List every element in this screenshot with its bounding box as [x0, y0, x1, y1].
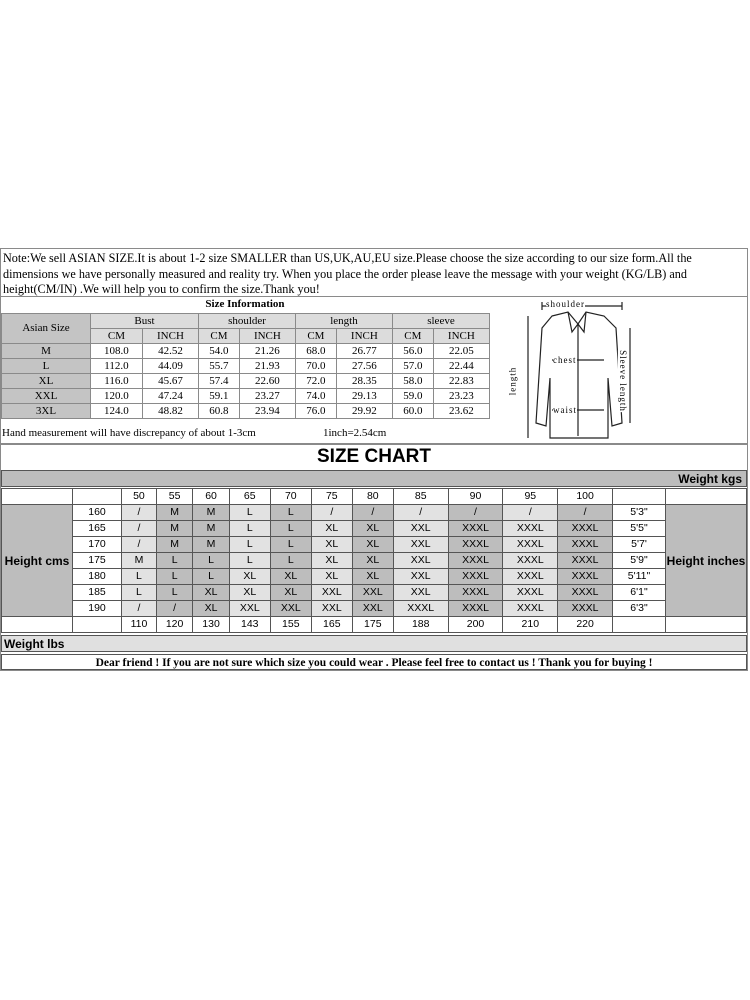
lb-value: 130 — [193, 617, 229, 633]
blank-cell — [73, 617, 122, 633]
blank-cell — [666, 617, 747, 633]
size-value: 57.0 — [392, 359, 433, 374]
table-row — [2, 553, 747, 569]
table-row — [2, 344, 490, 359]
size-cell: XXXL — [558, 601, 613, 617]
group-header: length — [295, 314, 392, 329]
height-inch-value: 5'5" — [613, 521, 666, 537]
table-row — [2, 537, 747, 553]
size-cell: XL — [352, 521, 393, 537]
size-cell: XXXL — [448, 553, 503, 569]
size-cell: XXL — [229, 601, 270, 617]
size-value: 124.0 — [91, 404, 143, 419]
size-cell: XXXL — [558, 521, 613, 537]
size-cell: XXL — [393, 553, 448, 569]
size-cell: XXL — [311, 601, 352, 617]
size-value: 76.0 — [295, 404, 336, 419]
size-cell: XXXL — [558, 569, 613, 585]
size-label: XXL — [2, 389, 91, 404]
blank-cell — [2, 489, 73, 505]
size-value: 58.0 — [392, 374, 433, 389]
size-cell: XL — [311, 553, 352, 569]
size-cell: L — [122, 585, 157, 601]
size-cell: XL — [193, 585, 229, 601]
size-cell: M — [156, 521, 192, 537]
size-value: 57.4 — [199, 374, 240, 389]
height-cm-value: 160 — [73, 505, 122, 521]
size-cell: L — [270, 521, 311, 537]
size-value: 44.09 — [142, 359, 198, 374]
diagram-chest-label: chest — [553, 355, 577, 365]
size-cell: L — [270, 537, 311, 553]
size-cell: / — [122, 521, 157, 537]
weight-kgs-label: Weight kgs — [678, 472, 742, 486]
size-cell: L — [122, 569, 157, 585]
table-row — [2, 505, 747, 521]
size-cell: XL — [352, 569, 393, 585]
size-cell: / — [122, 601, 157, 617]
size-value: 29.13 — [336, 389, 392, 404]
size-cell: M — [156, 537, 192, 553]
table-row — [2, 585, 747, 601]
size-cell: / — [122, 537, 157, 553]
size-cell: / — [393, 505, 448, 521]
size-label: L — [2, 359, 91, 374]
size-value: 29.92 — [336, 404, 392, 419]
size-cell: L — [156, 553, 192, 569]
lb-value: 200 — [448, 617, 503, 633]
size-cell: / — [503, 505, 558, 521]
unit-header: CM — [199, 329, 240, 344]
kg-value: 80 — [352, 489, 393, 505]
size-value: 26.77 — [336, 344, 392, 359]
weight-lbs-bar — [1, 635, 747, 652]
height-cm-value: 185 — [73, 585, 122, 601]
lb-value: 143 — [229, 617, 270, 633]
size-cell: XXXL — [503, 521, 558, 537]
size-value: 23.27 — [239, 389, 295, 404]
size-cell: XL — [311, 521, 352, 537]
size-cell: XL — [311, 537, 352, 553]
blank-cell — [73, 489, 122, 505]
inch-conversion-note: 1inch=2.54cm — [323, 427, 387, 439]
size-value: 56.0 — [392, 344, 433, 359]
size-cell: XXXL — [503, 601, 558, 617]
size-cell: XL — [229, 585, 270, 601]
size-cell: M — [122, 553, 157, 569]
size-cell: XXXL — [448, 521, 503, 537]
size-cell: XXL — [352, 585, 393, 601]
size-value: 22.83 — [433, 374, 489, 389]
size-cell: / — [352, 505, 393, 521]
size-value: 72.0 — [295, 374, 336, 389]
size-value: 22.60 — [239, 374, 295, 389]
size-cell: L — [229, 537, 270, 553]
size-cell: L — [156, 585, 192, 601]
lb-value: 155 — [270, 617, 311, 633]
unit-header: CM — [392, 329, 433, 344]
table-row — [2, 359, 490, 374]
diagram-sleeve-length-label: Sleeve length — [617, 350, 628, 412]
height-cm-value: 180 — [73, 569, 122, 585]
height-inch-value: 5'7' — [613, 537, 666, 553]
kg-value: 90 — [448, 489, 503, 505]
size-cell: XXXL — [448, 601, 503, 617]
unit-header: CM — [295, 329, 336, 344]
size-cell: L — [229, 521, 270, 537]
size-cell: XXL — [393, 537, 448, 553]
unit-header: INCH — [336, 329, 392, 344]
table-row — [2, 569, 747, 585]
size-cell: XXL — [393, 569, 448, 585]
size-cell: XL — [352, 537, 393, 553]
size-cell: M — [156, 505, 192, 521]
size-cell: XXL — [311, 585, 352, 601]
size-value: 60.8 — [199, 404, 240, 419]
size-cell: / — [311, 505, 352, 521]
size-cell: XL — [311, 569, 352, 585]
measurement-footnote: Hand measurement will have discrepancy of about 1-3cm — [2, 427, 256, 439]
size-value: 120.0 — [91, 389, 143, 404]
size-chart-table — [1, 488, 747, 633]
size-cell: L — [193, 569, 229, 585]
unit-header: INCH — [433, 329, 489, 344]
size-chart-title: SIZE CHART — [317, 446, 431, 467]
size-cell: M — [193, 537, 229, 553]
weight-lbs-label: Weight lbs — [4, 637, 65, 651]
size-cell: XL — [193, 601, 229, 617]
size-cell: XXL — [393, 521, 448, 537]
size-value: 42.52 — [142, 344, 198, 359]
size-cell: XXXL — [393, 601, 448, 617]
size-value: 45.67 — [142, 374, 198, 389]
size-value: 112.0 — [91, 359, 143, 374]
kg-value: 65 — [229, 489, 270, 505]
size-cell: XL — [229, 569, 270, 585]
size-cell: XXL — [393, 585, 448, 601]
note-text: Note:We sell ASIAN SIZE.It is about 1-2 size SMALLER than US,UK,AU,EU size.Please choose the size according to our size form.All the dimensions we have personally measured and reality try. When you place the order please leave the message with your weight (KG/LB) and height(CM/IN) .We will help you to confirm the size.Thank you! — [0, 248, 748, 297]
kg-value: 55 — [156, 489, 192, 505]
size-label: 3XL — [2, 404, 91, 419]
size-value: 60.0 — [392, 404, 433, 419]
size-value: 68.0 — [295, 344, 336, 359]
size-cell: / — [558, 505, 613, 521]
size-value: 48.82 — [142, 404, 198, 419]
lb-value: 110 — [122, 617, 157, 633]
size-label: XL — [2, 374, 91, 389]
size-cell: XXXL — [558, 585, 613, 601]
size-cell: L — [156, 569, 192, 585]
size-value: 21.93 — [239, 359, 295, 374]
size-value: 74.0 — [295, 389, 336, 404]
table-row — [2, 374, 490, 389]
blank-cell — [666, 489, 747, 505]
kg-value: 50 — [122, 489, 157, 505]
size-cell: XXXL — [558, 537, 613, 553]
size-cell: / — [122, 505, 157, 521]
size-value: 22.05 — [433, 344, 489, 359]
group-header: shoulder — [199, 314, 296, 329]
asian-size-header: Asian Size — [2, 314, 91, 344]
kg-value: 70 — [270, 489, 311, 505]
group-header: sleeve — [392, 314, 489, 329]
size-value: 59.1 — [199, 389, 240, 404]
size-cell: XXXL — [558, 553, 613, 569]
height-inch-value: 6'1" — [613, 585, 666, 601]
weight-kgs-bar — [1, 470, 747, 487]
blank-cell — [613, 489, 666, 505]
size-cell: / — [448, 505, 503, 521]
diagram-waist-label: waist — [553, 405, 577, 415]
table-row — [2, 601, 747, 617]
size-information-table — [1, 313, 490, 419]
unit-header: CM — [91, 329, 143, 344]
size-cell: / — [156, 601, 192, 617]
diagram-shoulder-label: shoulder — [546, 299, 585, 309]
blank-cell — [613, 617, 666, 633]
size-cell: XXL — [352, 601, 393, 617]
size-cell: L — [270, 553, 311, 569]
height-inch-value: 5'9" — [613, 553, 666, 569]
kg-value: 95 — [503, 489, 558, 505]
kg-value: 60 — [193, 489, 229, 505]
size-value: 55.7 — [199, 359, 240, 374]
size-cell: XL — [270, 569, 311, 585]
size-value: 47.24 — [142, 389, 198, 404]
size-information-title: Size Information — [205, 298, 285, 310]
size-cell: M — [193, 521, 229, 537]
size-cell: M — [193, 505, 229, 521]
group-header: Bust — [91, 314, 199, 329]
size-value: 21.26 — [239, 344, 295, 359]
size-cell: L — [193, 553, 229, 569]
size-cell: XL — [270, 585, 311, 601]
size-cell: XXXL — [448, 537, 503, 553]
lb-value: 188 — [393, 617, 448, 633]
height-cms-label: Height cms — [2, 505, 73, 617]
size-value: 27.56 — [336, 359, 392, 374]
size-cell: L — [270, 505, 311, 521]
lb-value: 175 — [352, 617, 393, 633]
height-cm-value: 165 — [73, 521, 122, 537]
size-cell: XXXL — [503, 585, 558, 601]
table-row — [2, 404, 490, 419]
size-value: 70.0 — [295, 359, 336, 374]
height-inches-label: Height inches — [666, 505, 747, 617]
size-cell: XL — [352, 553, 393, 569]
height-inch-value: 5'3" — [613, 505, 666, 521]
size-value: 28.35 — [336, 374, 392, 389]
blank-cell — [2, 617, 73, 633]
size-cell: L — [229, 553, 270, 569]
size-value: 23.62 — [433, 404, 489, 419]
table-row — [2, 521, 747, 537]
size-cell: XXXL — [448, 585, 503, 601]
height-cm-value: 170 — [73, 537, 122, 553]
lb-value: 120 — [156, 617, 192, 633]
height-cm-value: 190 — [73, 601, 122, 617]
size-value: 22.44 — [433, 359, 489, 374]
size-cell: XXL — [270, 601, 311, 617]
size-value: 23.23 — [433, 389, 489, 404]
unit-header: INCH — [239, 329, 295, 344]
height-cm-value: 175 — [73, 553, 122, 569]
kg-value: 100 — [558, 489, 613, 505]
table-row — [2, 389, 490, 404]
height-inch-value: 5'11" — [613, 569, 666, 585]
height-inch-value: 6'3" — [613, 601, 666, 617]
diagram-length-label: length — [507, 366, 518, 396]
size-value: 59.0 — [392, 389, 433, 404]
size-label: M — [2, 344, 91, 359]
kg-value: 85 — [393, 489, 448, 505]
lb-value: 165 — [311, 617, 352, 633]
kg-value: 75 — [311, 489, 352, 505]
size-cell: XXXL — [503, 537, 558, 553]
size-value: 116.0 — [91, 374, 143, 389]
size-cell: L — [229, 505, 270, 521]
size-cell: XXXL — [503, 553, 558, 569]
size-cell: XXXL — [448, 569, 503, 585]
size-value: 23.94 — [239, 404, 295, 419]
footer-message: Dear friend ! If you are not sure which size you could wear . Please feel free to contact us ! Thank you for buying ! — [1, 654, 747, 670]
unit-header: INCH — [142, 329, 198, 344]
lb-value: 210 — [503, 617, 558, 633]
lb-value: 220 — [558, 617, 613, 633]
size-value: 108.0 — [91, 344, 143, 359]
size-value: 54.0 — [199, 344, 240, 359]
size-cell: XXXL — [503, 569, 558, 585]
